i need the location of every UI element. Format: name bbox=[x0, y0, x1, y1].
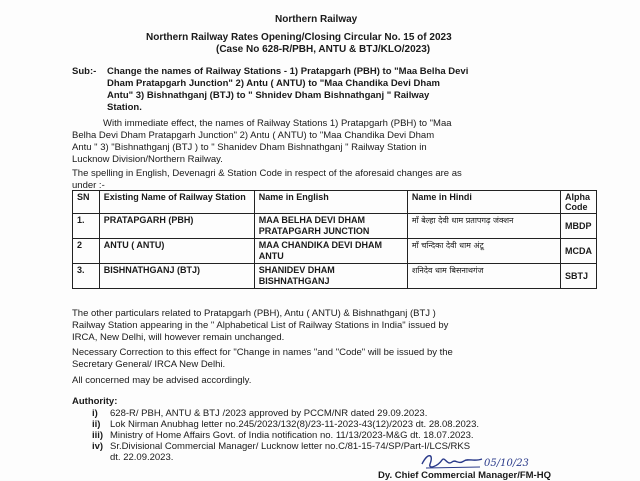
table-row bbox=[73, 264, 597, 289]
authority-item-text: Ministry of Home Affairs Govt. of India notification no. 11/13/2023-M&G dt. 18.07.2023. bbox=[110, 430, 474, 441]
cell-existing-name: ANTU ( ANTU) bbox=[99, 239, 254, 264]
signature-scribble bbox=[420, 450, 490, 472]
authority-item-text: Sr.Divisional Commercial Manager/ Lucknow letter no.C/81-15-74/SP/Part-I/LCS/RKS bbox=[110, 441, 471, 452]
cell-name-hindi: माँ बेल्हा देवी धाम प्रतापगढ़ जंक्शन bbox=[407, 214, 560, 239]
station-names-table bbox=[72, 190, 597, 289]
authority-item-number: ii) bbox=[92, 419, 101, 430]
paragraph-line: The spelling in English, Devenagri & Station Code in respect of the aforesaid changes are as bbox=[72, 168, 462, 179]
subject-label: Sub:- bbox=[72, 66, 97, 77]
circular-title: Northern Railway Rates Opening/Closing Circular No. 15 of 2023 bbox=[146, 32, 452, 43]
authority-item-text: dt. 22.09.2023. bbox=[110, 452, 174, 463]
signatory-designation: Dy. Chief Commercial Manager/FM-HQ bbox=[378, 470, 551, 481]
cell-sn: 1. bbox=[73, 214, 100, 239]
table-header-row bbox=[73, 191, 597, 214]
table-row bbox=[73, 239, 597, 264]
column-header-existing-name: Existing Name of Railway Station bbox=[99, 191, 254, 214]
paragraph-line: The other particulars related to Pratapgarh (PBH), Antu ( ANTU) & Bishnathganj (BTJ ) bbox=[72, 308, 436, 319]
cell-name-english: MAA CHANDIKA DEVI DHAM ANTU bbox=[254, 239, 407, 264]
cell-alpha-code: SBTJ bbox=[561, 264, 597, 289]
cell-name-hindi: माँ चन्दिका देवी धाम अंटू bbox=[407, 239, 560, 264]
subject-line: Change the names of Railway Stations - 1) Pratapgarh (PBH) to "Maa Belha Devi bbox=[107, 66, 469, 77]
case-number: (Case No 628-R/PBH, ANTU & BTJ/KLO/2023) bbox=[216, 44, 431, 55]
paragraph-line: Secretary General/ IRCA New Delhi. bbox=[72, 359, 226, 370]
signature-date: 05/10/23 bbox=[484, 458, 529, 469]
authority-item-text: Lok Nirman Anubhag letter no.245/2023/132(8)/23-11-2023-43(12)/2023 dt. 28.08.2023. bbox=[110, 419, 480, 430]
cell-name-english: MAA BELHA DEVI DHAM PRATAPGARH JUNCTION bbox=[254, 214, 407, 239]
column-header-sn: SN bbox=[73, 191, 100, 214]
cell-existing-name: BISHNATHGANJ (BTJ) bbox=[99, 264, 254, 289]
paragraph-line: Lucknow Division/Northern Railway. bbox=[72, 154, 223, 165]
paragraph-line: All concerned may be advised accordingly. bbox=[72, 375, 252, 386]
paragraph-line: Railway Station appearing in the " Alphabetical List of Railway Stations in India" issued by bbox=[72, 320, 449, 331]
cell-existing-name: PRATAPGARH (PBH) bbox=[99, 214, 254, 239]
cell-sn: 3. bbox=[73, 264, 100, 289]
authority-item-text: 628-R/ PBH, ANTU & BTJ /2023 approved by PCCM/NR dated 29.09.2023. bbox=[110, 408, 428, 419]
cell-name-english: SHANIDEV DHAM BISHNATHGANJ bbox=[254, 264, 407, 289]
column-header-name-english: Name in English bbox=[254, 191, 407, 214]
table-row bbox=[73, 214, 597, 239]
paragraph-line: IRCA, New Delhi, will however remain unchanged. bbox=[72, 332, 285, 343]
cell-sn: 2 bbox=[73, 239, 100, 264]
org-title: Northern Railway bbox=[275, 14, 358, 25]
paragraph-line: under :- bbox=[72, 180, 105, 191]
paragraph-line: With immediate effect, the names of Railway Stations 1) Pratapgarh (PBH) to "Maa bbox=[103, 118, 452, 129]
subject-line: Station. bbox=[107, 102, 142, 113]
cell-alpha-code: MBDP bbox=[561, 214, 597, 239]
authority-heading: Authority: bbox=[72, 396, 118, 407]
authority-item-number: i) bbox=[92, 408, 98, 419]
cell-name-hindi: शनिदेव धाम बिसनाथगंज bbox=[407, 264, 560, 289]
column-header-name-hindi: Name in Hindi bbox=[407, 191, 560, 214]
authority-item-number: iii) bbox=[92, 430, 104, 441]
paragraph-line: Belha Devi Dham Pratapgarh Junction" 2) Antu ( ANTU) to "Maa Chandika Devi Dham bbox=[72, 130, 435, 141]
column-header-alpha-code: Alpha Code bbox=[561, 191, 597, 214]
paragraph-line: Antu " 3) "Bishnathganj (BTJ ) to " Shanidev Dham Bishnathganj " Railway Station in bbox=[72, 142, 427, 153]
paragraph-line: Necessary Correction to this effect for "Change in names "and "Code" will be issued by the bbox=[72, 347, 453, 358]
subject-line: Antu" 3) Bishnathganj (BTJ) to " Shnidev Dham Bishnathganj " Railway bbox=[107, 90, 430, 101]
cell-alpha-code: MCDA bbox=[561, 239, 597, 264]
subject-line: Dham Pratapgarh Junction" 2) Antu ( ANTU) to "Maa Chandika Devi Dham bbox=[107, 78, 440, 89]
authority-item-number: iv) bbox=[92, 441, 104, 452]
